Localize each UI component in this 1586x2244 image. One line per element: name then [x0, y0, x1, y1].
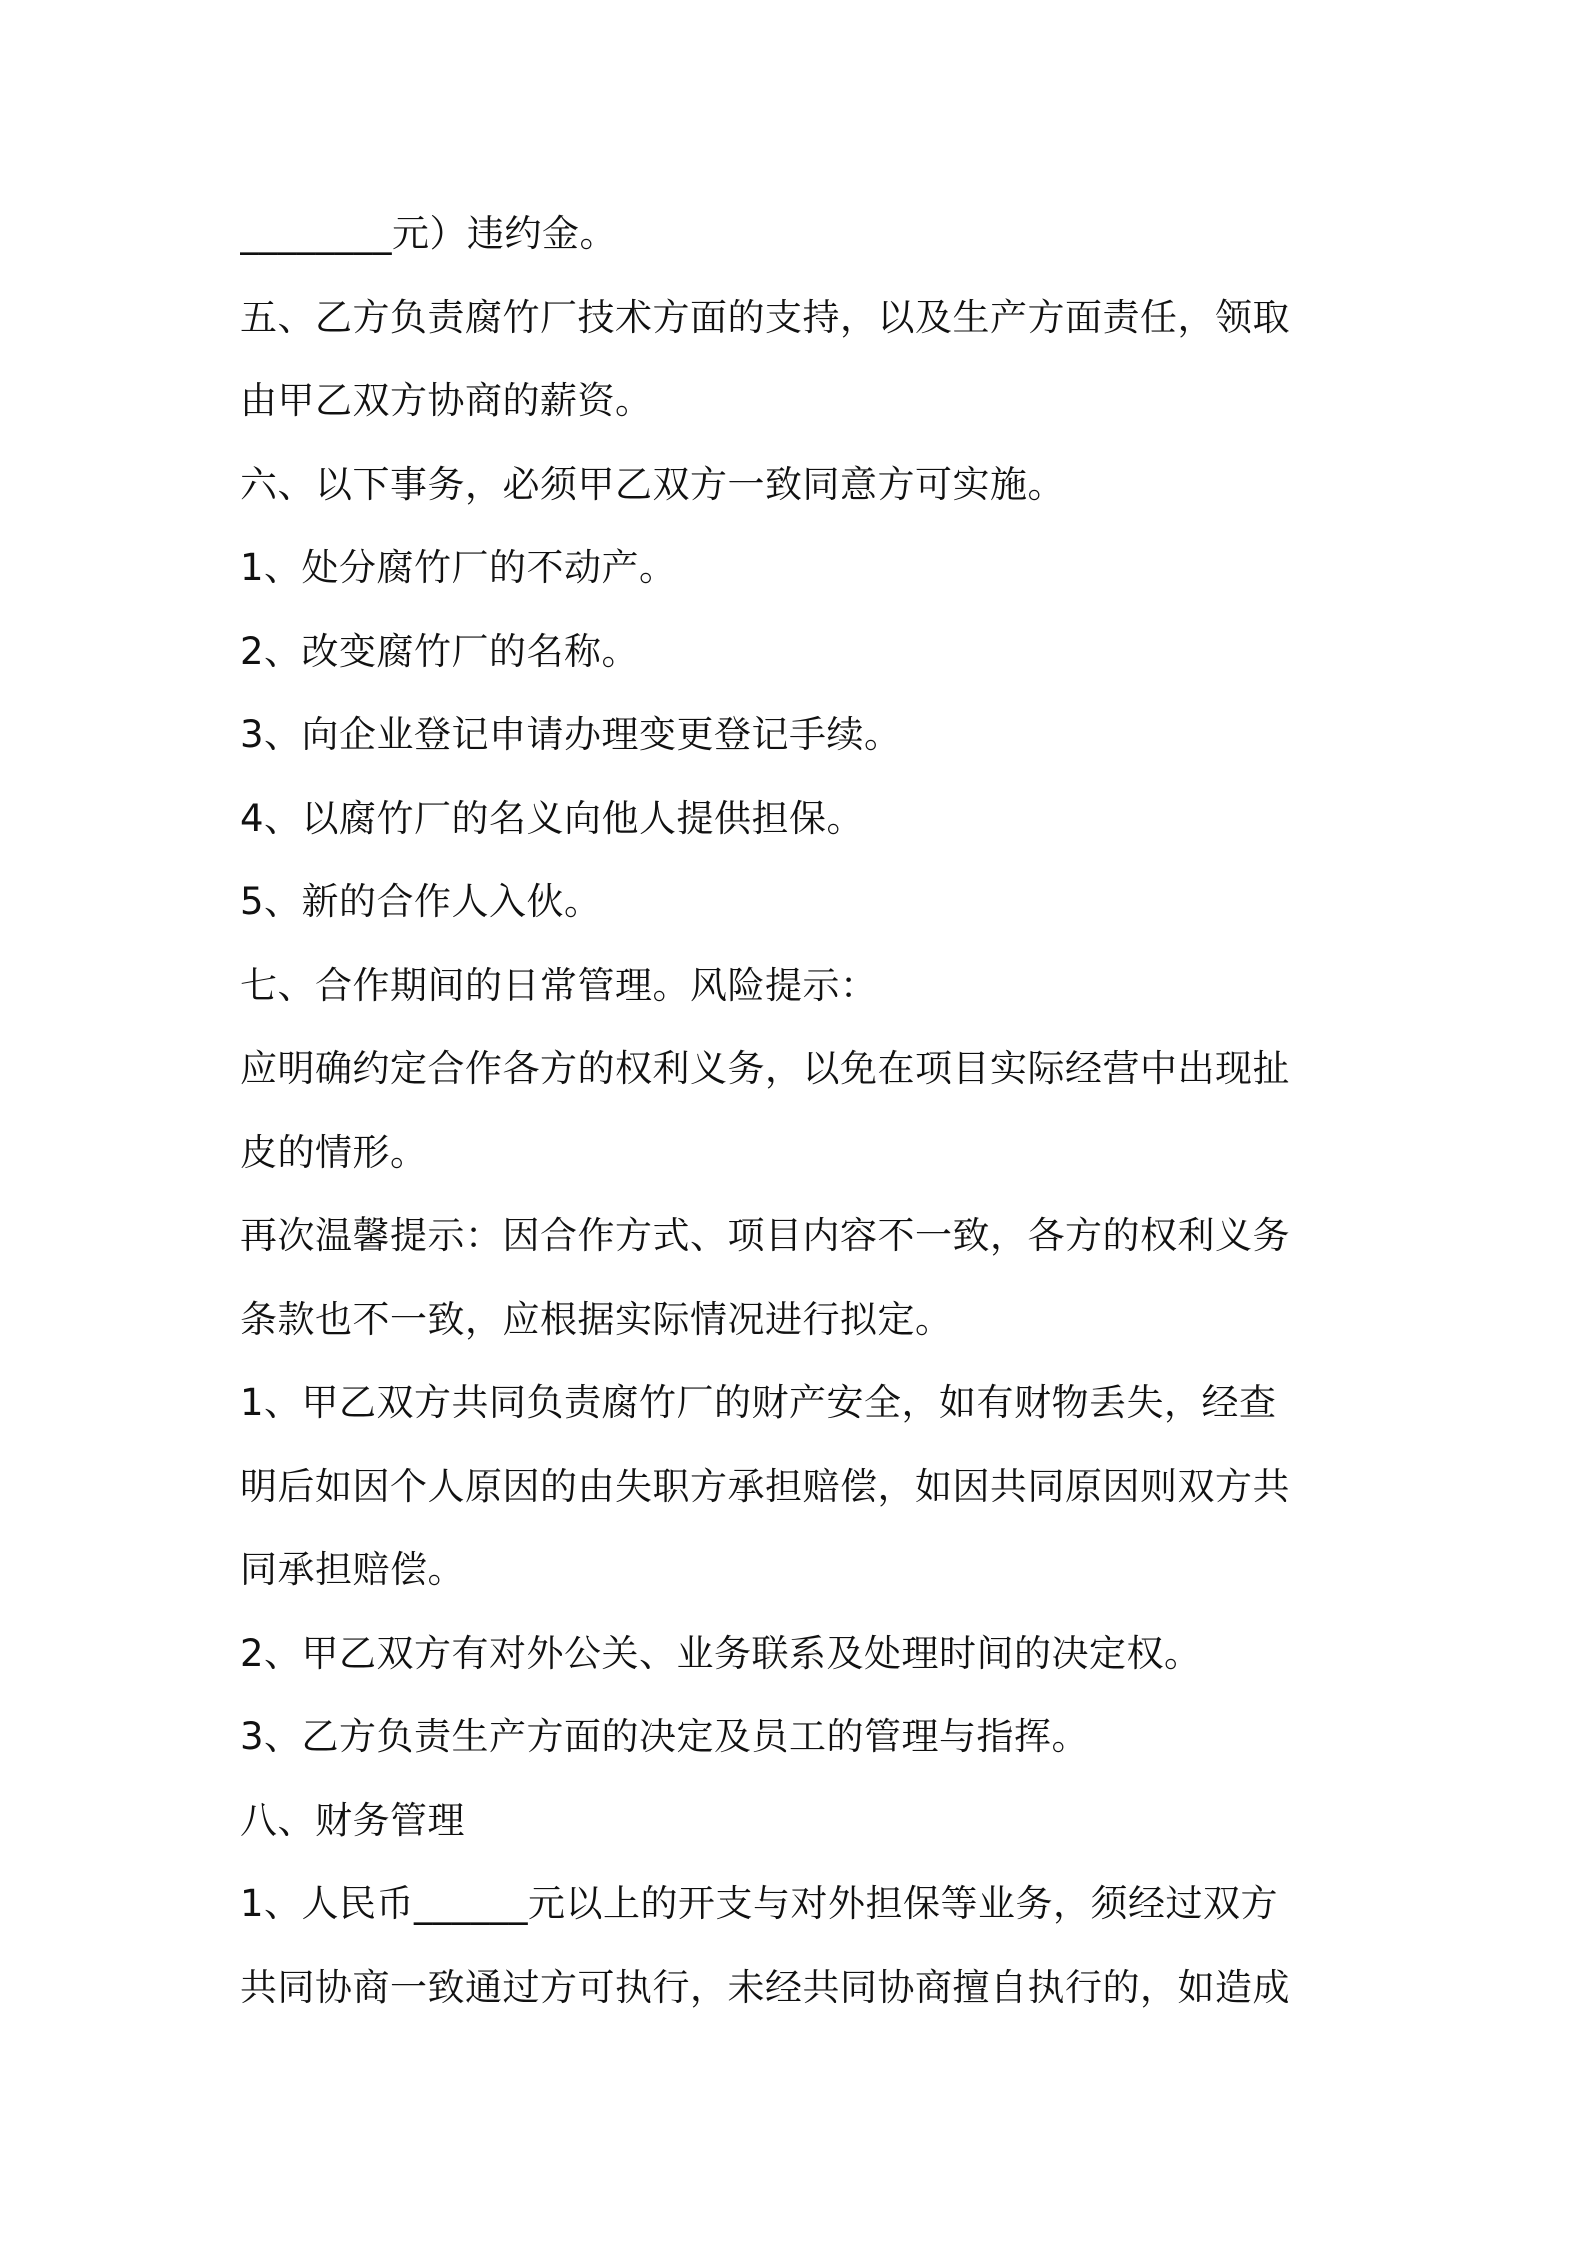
text-line: 同承担赔偿。: [240, 1548, 465, 1591]
text-line: 六、以下事务，必须甲乙双方一致同意方可实施。: [240, 462, 1065, 506]
text-line: 再次温馨提示：因合作方式、项目内容不一致，各方的权利义务: [240, 1214, 1290, 1257]
text-line: 2、甲乙双方有对外公关、业务联系及处理时间的决定权。: [240, 1631, 1202, 1675]
text-line: 1、处分腐竹厂的不动产。: [240, 546, 677, 589]
document-body: [240, 192, 1360, 2029]
text-line: 条款也不一致，应根据实际情况进行拟定。: [240, 1297, 953, 1341]
text-line: ________元）违约金。: [240, 212, 617, 255]
text-line: 应明确约定合作各方的权利义务，以免在项目实际经营中出现扯: [240, 1047, 1290, 1090]
text-line: 5、新的合作人入伙。: [240, 880, 602, 923]
text-line: 五、乙方负责腐竹厂技术方面的支持，以及生产方面责任，领取: [240, 295, 1290, 339]
text-line: 七、合作期间的日常管理。风险提示：: [240, 963, 878, 1007]
text-line: 明后如因个人原因的由失职方承担赔偿，如因共同原因则双方共: [240, 1464, 1290, 1508]
text-line: 1、人民币______元以上的开支与对外担保等业务，须经过双方: [240, 1882, 1279, 1925]
text-line: 由甲乙双方协商的薪资。: [240, 379, 653, 422]
text-line: 皮的情形。: [240, 1130, 428, 1174]
text-line: 4、以腐竹厂的名义向他人提供担保。: [240, 796, 865, 840]
text-line: 3、向企业登记申请办理变更登记手续。: [240, 713, 902, 756]
text-line: 八、财务管理: [240, 1798, 465, 1842]
text-line: 1、甲乙双方共同负责腐竹厂的财产安全，如有财物丢失，经查: [240, 1381, 1277, 1424]
text-line: 3、乙方负责生产方面的决定及员工的管理与指挥。: [240, 1715, 1090, 1758]
text-line: 2、改变腐竹厂的名称。: [240, 629, 640, 673]
text-line: 共同协商一致通过方可执行，未经共同协商擅自执行的，如造成: [240, 1965, 1290, 2009]
